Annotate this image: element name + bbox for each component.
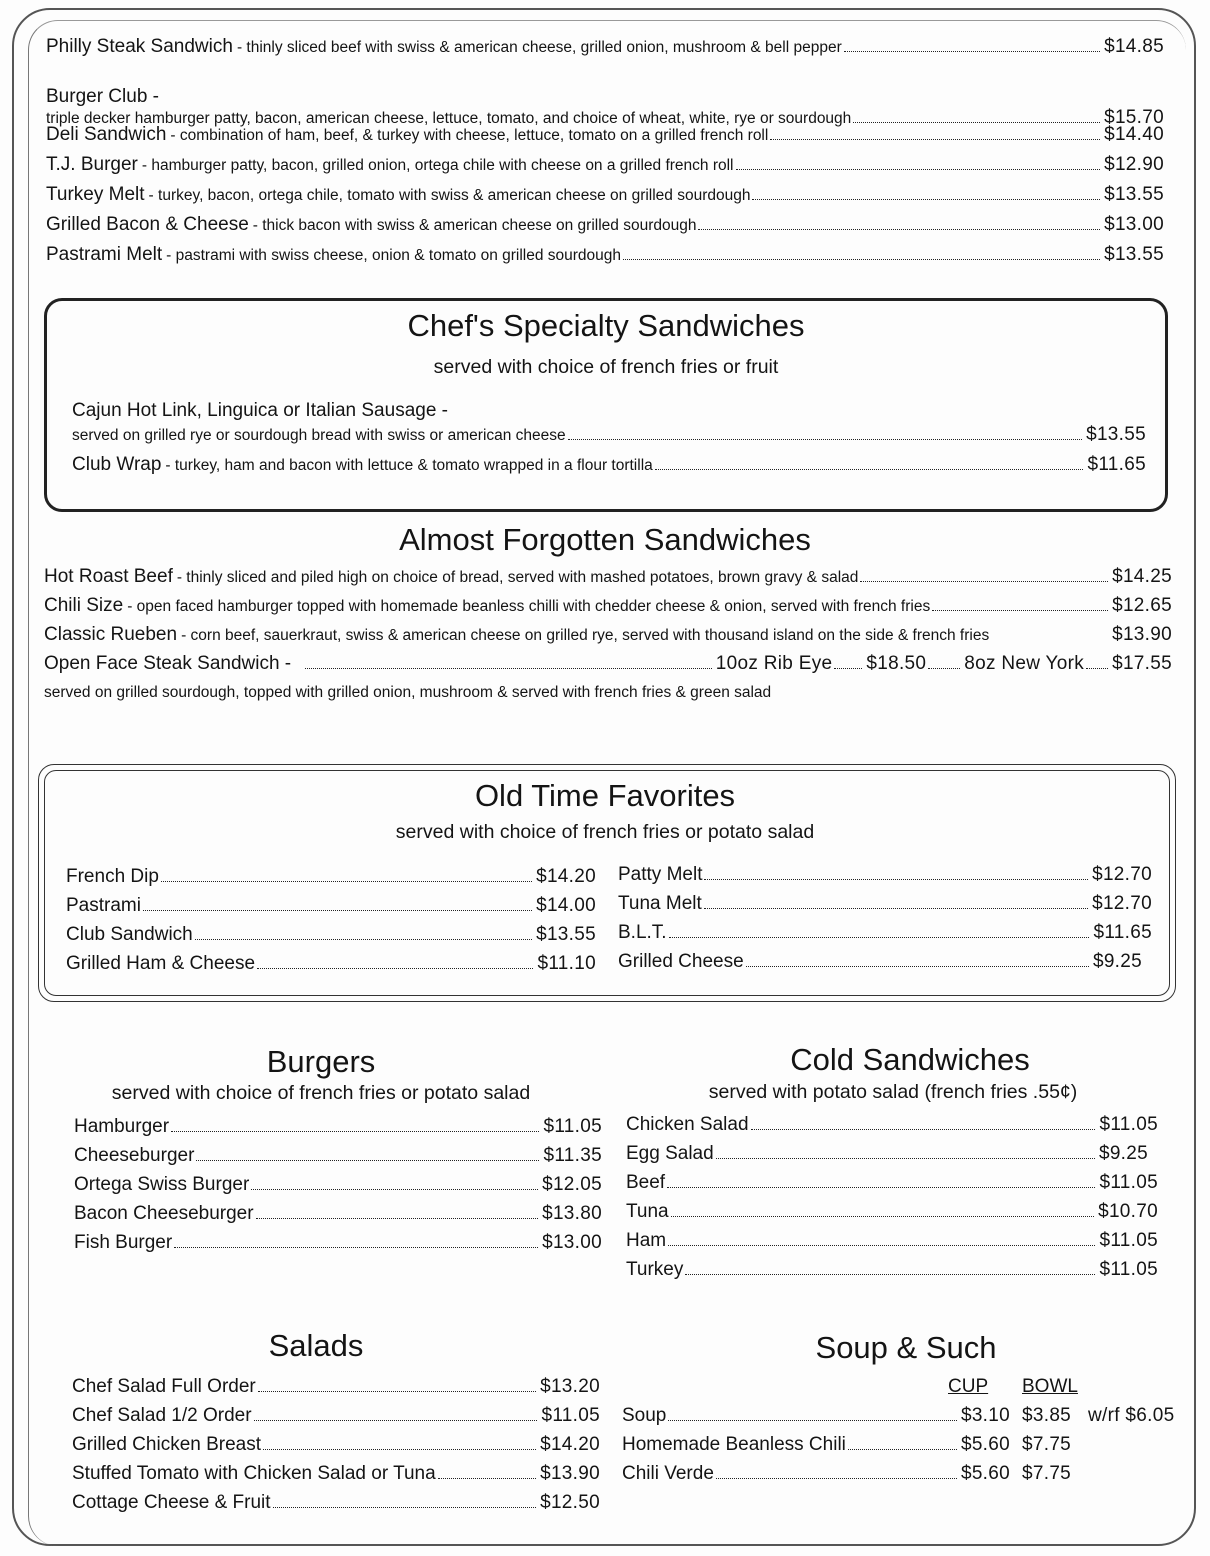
menu-item (66, 866, 596, 888)
item-name: Grilled Bacon & Cheese (46, 214, 249, 235)
menu-item (72, 1405, 600, 1427)
menu-item (44, 624, 1172, 646)
dot-leader (174, 1247, 538, 1248)
item-price: $13.90 (540, 1463, 600, 1484)
dot-leader (257, 968, 533, 969)
dot-leader (704, 879, 1088, 880)
dot-leader (751, 1129, 1096, 1130)
item-description: triple decker hamburger patty, bacon, american cheese, lettuce, tomato, and choice of wheat, white, rye or sourdough (46, 110, 852, 127)
menu-item (72, 1463, 600, 1485)
menu-item (618, 893, 1152, 915)
item-name: Pastrami Melt (46, 244, 163, 265)
menu-item (618, 922, 1152, 944)
item-price: $13.90 (1112, 624, 1172, 645)
dot-leader (258, 1391, 536, 1392)
menu-item-steak (44, 653, 1172, 675)
item-price: $12.65 (1112, 595, 1172, 616)
dot-leader (254, 1420, 538, 1421)
item-name: Patty Melt (618, 864, 703, 885)
menu-item (622, 1405, 1010, 1427)
dot-leader (736, 169, 1101, 170)
item-name: Beef (626, 1172, 666, 1193)
dot-leader (273, 1507, 537, 1508)
item-price: $12.70 (1092, 864, 1152, 885)
dot-leader (853, 122, 1100, 123)
steak-option-2-label: 8oz New York (964, 653, 1085, 674)
menu-item (66, 895, 596, 917)
menu-item (72, 454, 1146, 476)
cup-price: $5.60 (960, 1434, 1010, 1455)
item-price: $10.70 (1098, 1201, 1158, 1222)
item-price: $12.90 (1104, 154, 1164, 175)
menu-item (626, 1230, 1158, 1252)
dot-leader (928, 668, 960, 669)
dot-leader (698, 229, 1100, 230)
item-name: Stuffed Tomato with Chicken Salad or Tuna (72, 1463, 436, 1484)
item-description: - open faced hamburger topped with homemade beanless chilli with chedder cheese & onion, served with french fries (127, 598, 931, 615)
item-description: - turkey, ham and bacon with lettuce & tomato wrapped in a flour tortilla (165, 457, 653, 474)
bowl-price: $7.75 (1022, 1434, 1072, 1455)
item-name: Cheeseburger (74, 1145, 195, 1166)
cold-sandwiches-subtitle: served with potato salad (french fries .55¢) (708, 1081, 1078, 1103)
menu-item (72, 1492, 600, 1514)
dot-leader (716, 1158, 1095, 1159)
menu-item (622, 1434, 1010, 1456)
dot-leader (196, 1160, 539, 1161)
item-description: served on grilled rye or sourdough bread with swiss or american cheese (72, 427, 566, 444)
menu-item (72, 424, 1146, 446)
item-description: - thick bacon with swiss & american cheese on grilled sourdough (252, 217, 697, 234)
item-price: $14.00 (536, 895, 596, 916)
cup-price: $5.60 (960, 1463, 1010, 1484)
item-price: $14.20 (536, 866, 596, 887)
old-time-title: Old Time Favorites (474, 778, 736, 813)
dot-leader (256, 1218, 539, 1219)
item-price: $11.35 (543, 1145, 602, 1166)
item-name: Hamburger (74, 1116, 170, 1137)
item-name: Chef Salad Full Order (72, 1376, 256, 1397)
almost-forgotten-title: Almost Forgotten Sandwiches (399, 522, 811, 557)
item-name: Grilled Cheese (618, 951, 744, 972)
item-price: $13.55 (1104, 244, 1164, 265)
item-price: $12.50 (540, 1492, 600, 1513)
item-description: - combination of ham, beef, & turkey with cheese, lettuce, tomato on a grilled french roll (170, 127, 769, 144)
dot-leader (171, 1131, 539, 1132)
menu-item (74, 1145, 602, 1167)
item-name: B.L.T. (618, 922, 667, 943)
item-name: Club Wrap (72, 454, 162, 475)
dot-leader (834, 668, 862, 669)
item-price: $12.05 (542, 1174, 602, 1195)
item-name: Open Face Steak Sandwich - (44, 653, 292, 674)
dot-leader (770, 139, 1100, 140)
chef-specialty-title: Chef's Specialty Sandwiches (407, 308, 805, 343)
item-name: Egg Salad (626, 1143, 714, 1164)
menu-item (626, 1143, 1148, 1165)
item-name: French Dip (66, 866, 159, 887)
cup-price: $3.10 (960, 1405, 1010, 1426)
item-price: $13.55 (1104, 184, 1164, 205)
item-name: Chicken Salad (626, 1114, 749, 1135)
dot-leader (668, 1420, 957, 1421)
item-price: $15.70 (1104, 107, 1164, 128)
item-name: Deli Sandwich (46, 124, 167, 145)
item-price: $13.00 (1104, 214, 1164, 235)
burgers-title: Burgers (266, 1044, 376, 1079)
dot-leader (860, 581, 1108, 582)
salads-title: Salads (268, 1328, 364, 1363)
item-name: Classic Rueben (44, 624, 178, 645)
item-price: $9.25 (1092, 951, 1142, 972)
item-description: - turkey, bacon, ortega chile, tomato with swiss & american cheese on grilled sourdough (148, 187, 751, 204)
chef-specialty-subtitle: served with choice of french fries or fruit (433, 356, 779, 378)
menu-item (74, 1203, 602, 1225)
item-description: served on grilled sourdough, topped with grilled onion, mushroom & served with french fries & green salad (44, 684, 772, 701)
dot-leader (704, 908, 1088, 909)
item-price: $13.55 (536, 924, 596, 945)
menu-item (618, 864, 1152, 886)
item-name: Cottage Cheese & Fruit (72, 1492, 271, 1513)
item-name: Philly Steak Sandwich (46, 36, 233, 57)
item-name: Chili Verde (622, 1463, 714, 1484)
item-price: $9.25 (1098, 1143, 1148, 1164)
cold-sandwiches-title: Cold Sandwiches (790, 1042, 1030, 1077)
item-price: $11.05 (541, 1405, 600, 1426)
bowl-price: $3.85 (1022, 1405, 1072, 1426)
item-description: - corn beef, sauerkraut, swiss & american cheese on grilled rye, served with thousand island on the side & french fries (181, 627, 990, 644)
dot-leader (685, 1274, 1095, 1275)
item-price: $14.85 (1104, 36, 1164, 57)
dot-leader (746, 966, 1089, 967)
dot-leader (669, 937, 1090, 938)
steak-option-1-label: 10oz Rib Eye (715, 653, 833, 674)
dot-leader (655, 469, 1084, 470)
menu-item (72, 1434, 600, 1456)
dot-leader (667, 1187, 1095, 1188)
menu-item (622, 1463, 1010, 1485)
item-price: $11.05 (1099, 1259, 1158, 1280)
item-name: Hot Roast Beef (44, 566, 173, 587)
dot-leader (848, 1449, 957, 1450)
item-description: - thinly sliced beef with swiss & american cheese, grilled onion, mushroom & bell pepper (236, 39, 842, 56)
dot-leader (438, 1478, 536, 1479)
cup-header: CUP (948, 1376, 989, 1397)
item-name: Bacon Cheeseburger (74, 1203, 254, 1224)
item-name: Cajun Hot Link, Linguica or Italian Sausage - (72, 400, 449, 421)
burgers-subtitle: served with choice of french fries or potato salad (111, 1082, 531, 1104)
item-name: Turkey Melt (46, 184, 145, 205)
dot-leader (623, 259, 1100, 260)
menu-item (46, 154, 1164, 176)
item-name: Grilled Ham & Cheese (66, 953, 256, 974)
item-description: - thinly sliced and piled high on choice of bread, served with mashed potatoes, brown gravy & salad (176, 569, 859, 586)
dot-leader (671, 1216, 1094, 1217)
dot-leader (752, 199, 1100, 200)
item-name: T.J. Burger (46, 154, 138, 175)
steak-option-1-price: $18.50 (866, 653, 927, 674)
menu-item (74, 1232, 602, 1254)
item-name: Soup (622, 1405, 667, 1426)
soup-title: Soup & Such (815, 1330, 997, 1365)
item-price: $11.05 (1099, 1230, 1158, 1251)
menu-item (46, 214, 1164, 236)
item-description: - pastrami with swiss cheese, onion & tomato on grilled sourdough (166, 247, 622, 264)
item-price: $13.00 (542, 1232, 602, 1253)
menu-item (626, 1114, 1158, 1136)
item-name: Homemade Beanless Chili (622, 1434, 846, 1455)
item-price: $13.20 (540, 1376, 600, 1397)
menu-item (44, 595, 1172, 617)
item-price: $12.70 (1092, 893, 1152, 914)
item-description: - hamburger patty, bacon, grilled onion, ortega chile with cheese on a grilled french roll (141, 157, 734, 174)
dot-leader (932, 610, 1108, 611)
bowl-header: BOWL (1022, 1376, 1078, 1397)
menu-item (66, 924, 596, 946)
item-price: $11.05 (1099, 1114, 1158, 1135)
menu-item (44, 566, 1172, 588)
item-name: Pastrami (66, 895, 141, 916)
item-name: Ortega Swiss Burger (74, 1174, 250, 1195)
item-price: $13.80 (542, 1203, 602, 1224)
dot-leader (143, 910, 532, 911)
menu-item (46, 124, 1164, 146)
menu-item (46, 36, 1164, 58)
item-name: Fish Burger (74, 1232, 173, 1253)
menu-item (626, 1259, 1158, 1281)
bowl-price: $7.75 (1022, 1463, 1072, 1484)
menu-item (626, 1172, 1158, 1194)
item-price: $14.20 (540, 1434, 600, 1455)
item-name: Chef Salad 1/2 Order (72, 1405, 252, 1426)
item-price: $14.25 (1112, 566, 1172, 587)
menu-item (66, 953, 596, 975)
item-price: $11.65 (1087, 454, 1146, 475)
item-price: $13.55 (1086, 424, 1146, 445)
item-name: Tuna (626, 1201, 669, 1222)
dot-leader (305, 668, 712, 669)
item-price: $11.65 (1093, 922, 1152, 943)
menu-item (618, 951, 1142, 973)
item-price: $11.05 (543, 1116, 602, 1137)
item-name: Turkey (626, 1259, 684, 1280)
steak-option-2-price: $17.55 (1112, 653, 1172, 674)
item-name: Burger Club - (46, 86, 159, 107)
dot-leader (668, 1245, 1095, 1246)
item-price: $11.05 (1099, 1172, 1158, 1193)
dot-leader (844, 51, 1100, 52)
item-price: $14.40 (1104, 124, 1164, 145)
menu-item (46, 184, 1164, 206)
item-name: Chili Size (44, 595, 124, 616)
dot-leader (1086, 668, 1108, 669)
dot-leader (161, 881, 532, 882)
dot-leader (568, 439, 1082, 440)
menu-item (72, 1376, 600, 1398)
old-time-subtitle: served with choice of french fries or potato salad (395, 821, 815, 843)
dot-leader (263, 1449, 536, 1450)
menu-item (74, 1116, 602, 1138)
item-price: $11.10 (537, 953, 596, 974)
menu-item (626, 1201, 1158, 1223)
menu-item (46, 244, 1164, 266)
soup-extra-price: w/rf $6.05 (1088, 1405, 1175, 1426)
item-name: Grilled Chicken Breast (72, 1434, 262, 1455)
dot-leader (195, 939, 532, 940)
dot-leader (251, 1189, 538, 1190)
item-name: Ham (626, 1230, 667, 1251)
item-name: Club Sandwich (66, 924, 193, 945)
dot-leader (716, 1478, 957, 1479)
item-name: Tuna Melt (618, 893, 702, 914)
menu-item (74, 1174, 602, 1196)
